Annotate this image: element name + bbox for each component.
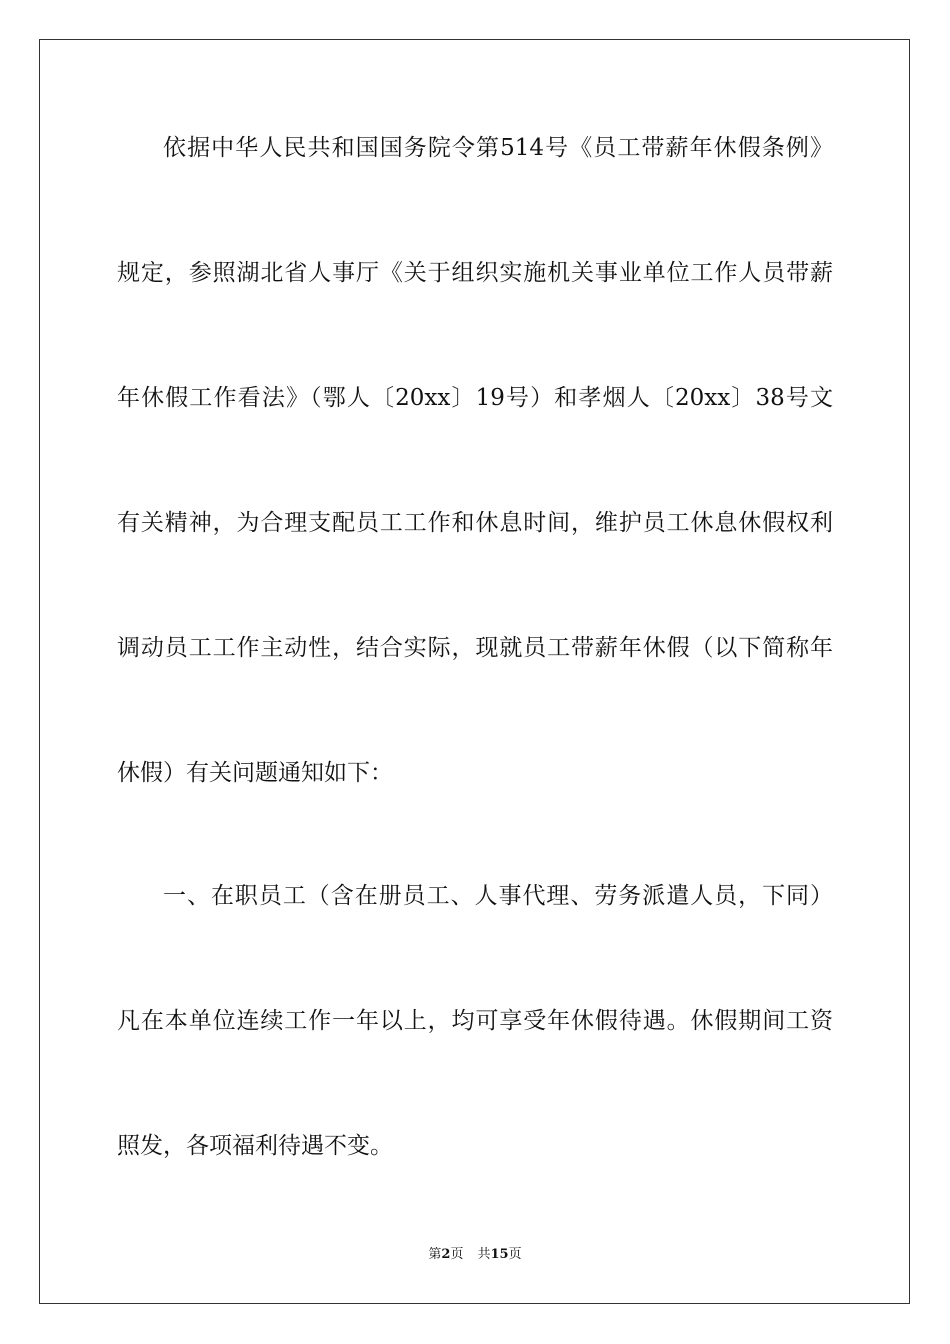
total-page-count: 15 <box>490 1247 509 1262</box>
paragraph-2-line-2: 凡在本单位连续工作一年以上，均可享受年休假待遇。休假期间工资 <box>117 1008 833 1034</box>
page-footer <box>0 1247 950 1263</box>
page-border <box>39 39 910 1304</box>
paragraph-1-line-3: 年休假工作看法》（鄂人〔20xx〕19号）和孝烟人〔20xx〕38号文 <box>117 385 833 411</box>
paragraph-1-line-2: 规定，参照湖北省人事厅《关于组织实施机关事业单位工作人员带薪 <box>117 260 833 286</box>
page-suffix: 页 <box>450 1247 464 1262</box>
page-prefix: 第 <box>428 1247 442 1262</box>
paragraph-1-line-5: 调动员工工作主动性，结合实际，现就员工带薪年休假（以下简称年 <box>117 635 833 661</box>
paragraph-2-line-1: 一、在职员工（含在册员工、人事代理、劳务派遣人员，下同） <box>163 883 833 909</box>
paragraph-1-line-6: 休假）有关问题通知如下： <box>117 760 393 786</box>
current-page-number: 2 <box>441 1247 451 1262</box>
paragraph-2-line-3: 照发，各项福利待遇不变。 <box>117 1133 393 1159</box>
total-suffix: 页 <box>508 1247 522 1262</box>
paragraph-1-line-1: 依据中华人民共和国国务院令第514号《员工带薪年休假条例》 <box>163 135 833 161</box>
total-prefix: 共 <box>477 1247 491 1262</box>
paragraph-1-line-4: 有关精神，为合理支配员工工作和休息时间，维护员工休息休假权利 <box>117 510 833 536</box>
